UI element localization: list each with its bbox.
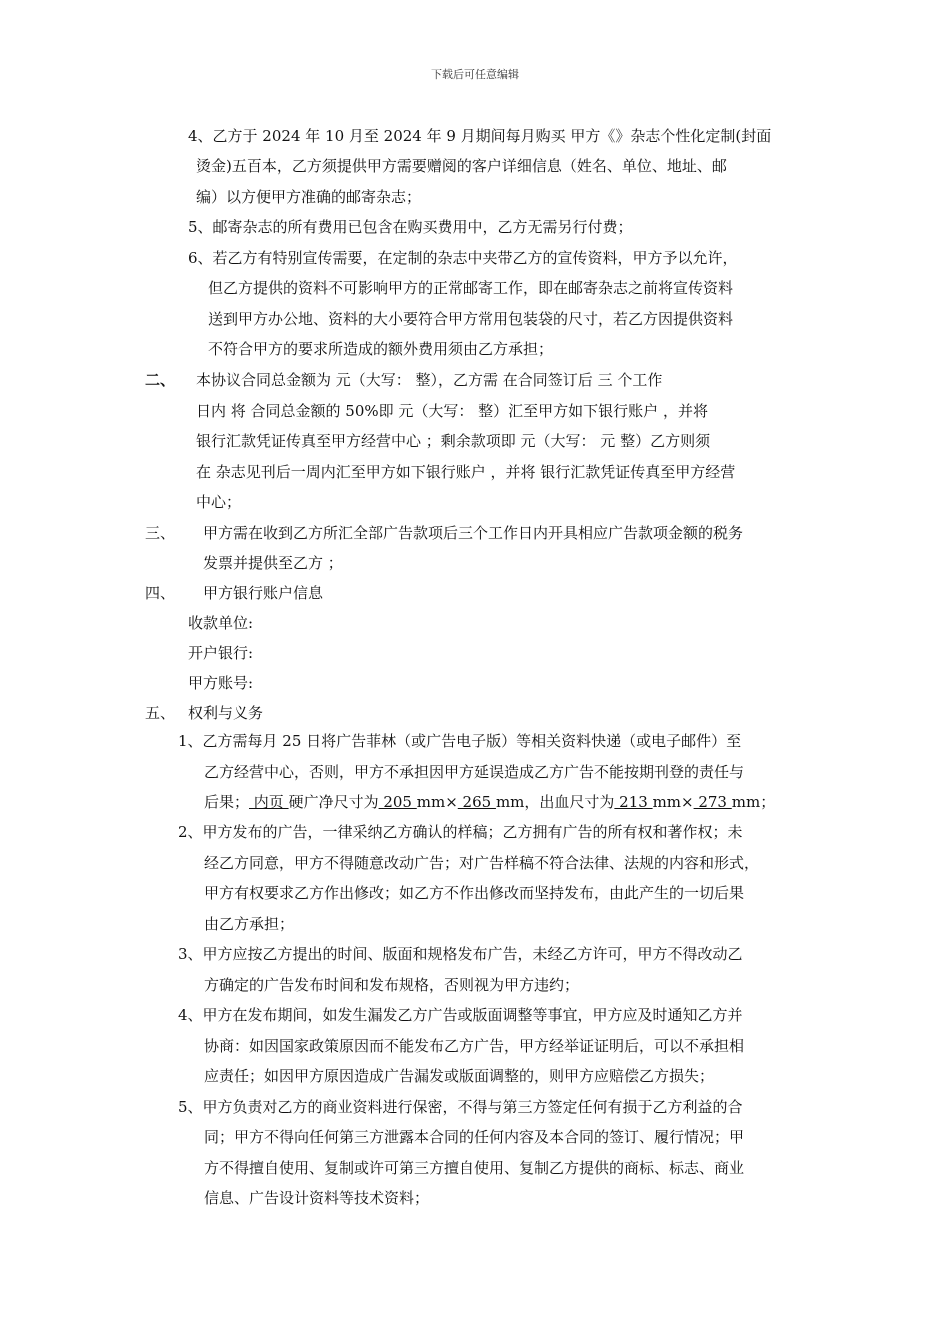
section-5-number: 五、	[145, 704, 176, 722]
clause-5: 5、甲方负责对乙方的商业资料进行保密，不得与第三方签定任何有损于乙方利益的合	[178, 1098, 743, 1116]
text: mm×	[652, 793, 694, 811]
line-5: 5、邮寄杂志的所有费用已包含在购买费用中，乙方无需另行付费；	[188, 218, 633, 236]
line-4-cont: 烫金)五百本，乙方须提供甲方需要赠阅的客户详细信息（姓名、单位、地址、邮	[196, 157, 727, 175]
section-3-number: 三、	[145, 524, 176, 542]
line-4: 4、乙方于 2024 年 10 月至 2024 年 9 月期间每月购买 甲方《》杂志个性化定制(封面	[188, 127, 772, 145]
section-4-title: 甲方银行账户信息	[203, 584, 324, 602]
clause-2: 2、甲方发布的广告，一律采纳乙方确认的样稿；乙方拥有广告的所有权和著作权；未	[178, 823, 743, 841]
section-2-text: 日内 将 合同总金额的 50%即 元（大写： 整）汇至甲方如下银行账户 ，并将	[196, 402, 708, 420]
account-label: 甲方账号:	[188, 674, 254, 692]
line-6-cont: 但乙方提供的资料不可影响甲方的正常邮寄工作，即在邮寄杂志之前将宣传资料	[208, 279, 734, 297]
clause-5-cont: 信息、广告设计资料等技术资料；	[204, 1189, 430, 1207]
section-2-text: 银行汇款凭证传真至甲方经营中心 ；剩余款项即 元（大写： 元 整）乙方则须	[196, 432, 711, 450]
clause-4-cont: 协商：如因国家政策原因而不能发布乙方广告，甲方经举证证明后，可以不承担相	[204, 1037, 745, 1055]
section-2-text: 中心；	[196, 493, 242, 511]
clause-2-cont: 由乙方承担；	[204, 915, 295, 933]
section-5-title: 权利与义务	[188, 704, 264, 722]
clause-5-cont: 方不得擅自使用、复制或许可第三方擅自使用、复制乙方提供的商标、标志、商业	[204, 1159, 745, 1177]
clause-2-cont: 甲方有权要求乙方作出修改；如乙方不作出修改而坚持发布，由此产生的一切后果	[204, 884, 745, 902]
blank-field: 内页	[249, 793, 289, 811]
text: mm×	[416, 793, 458, 811]
clause-5-cont: 同；甲方不得向任何第三方泄露本合同的任何内容及本合同的签订、履行情况；甲	[204, 1128, 745, 1146]
payee-label: 收款单位:	[188, 614, 254, 632]
section-2-text: 在 杂志见刊后一周内汇至甲方如下银行账户 ，并将 银行汇款凭证传真至甲方经营	[196, 463, 736, 481]
clause-4: 4、甲方在发布期间，如发生漏发乙方广告或版面调整等事宜，甲方应及时通知乙方并	[178, 1006, 743, 1024]
text: mm，出血尺寸为	[495, 793, 615, 811]
blank-field: 213	[614, 793, 653, 811]
blank-field: 205	[378, 793, 417, 811]
section-2-text: 本协议合同总金额为 元（大写： 整），乙方需 在合同签订后 三 个工作	[196, 371, 663, 389]
line-6-cont: 送到甲方办公地、资料的大小要符合甲方常用包装袋的尺寸，若乙方因提供资料	[208, 310, 734, 328]
clause-4-cont: 应责任；如因甲方原因造成广告漏发或版面调整的，则甲方应赔偿乙方损失；	[204, 1067, 715, 1085]
text: 硬广净尺寸为	[288, 793, 379, 811]
section-4-number: 四、	[145, 584, 176, 602]
clause-1-size-line	[204, 792, 775, 812]
line-6-cont: 不符合甲方的要求所造成的额外费用须由乙方承担；	[208, 340, 554, 358]
section-3-text: 发票并提供至乙方 ；	[203, 554, 343, 572]
clause-3: 3、甲方应按乙方提出的时间、版面和规格发布广告，未经乙方许可，甲方不得改动乙	[178, 945, 743, 963]
line-4-cont: 编）以方便甲方准确的邮寄杂志；	[196, 188, 422, 206]
page-header: 下载后可任意编辑	[431, 68, 519, 81]
blank-field: 273	[693, 793, 732, 811]
clause-2-cont: 经乙方同意，甲方不得随意改动广告；对广告样稿不符合法律、法规的内容和形式，	[204, 854, 760, 872]
bank-label: 开户银行:	[188, 644, 254, 662]
clause-1-cont: 乙方经营中心，否则，甲方不承担因甲方延误造成乙方广告不能按期刊登的责任与	[204, 763, 745, 781]
line-6: 6、若乙方有特别宣传需要，在定制的杂志中夹带乙方的宣传资料，甲方予以允许，	[188, 249, 738, 267]
section-3-text: 甲方需在收到乙方所汇全部广告款项后三个工作日内开具相应广告款项金额的税务	[203, 524, 744, 542]
clause-3-cont: 方确定的广告发布时间和发布规格，否则视为甲方违约；	[204, 976, 580, 994]
text: mm；	[731, 793, 776, 811]
section-2-number: 二、	[145, 371, 176, 389]
blank-field: 265	[457, 793, 496, 811]
clause-1: 1、乙方需每月 25 日将广告菲林（或广告电子版）等相关资料快递（或电子邮件）至	[178, 732, 742, 750]
text: 后果；	[204, 793, 250, 811]
